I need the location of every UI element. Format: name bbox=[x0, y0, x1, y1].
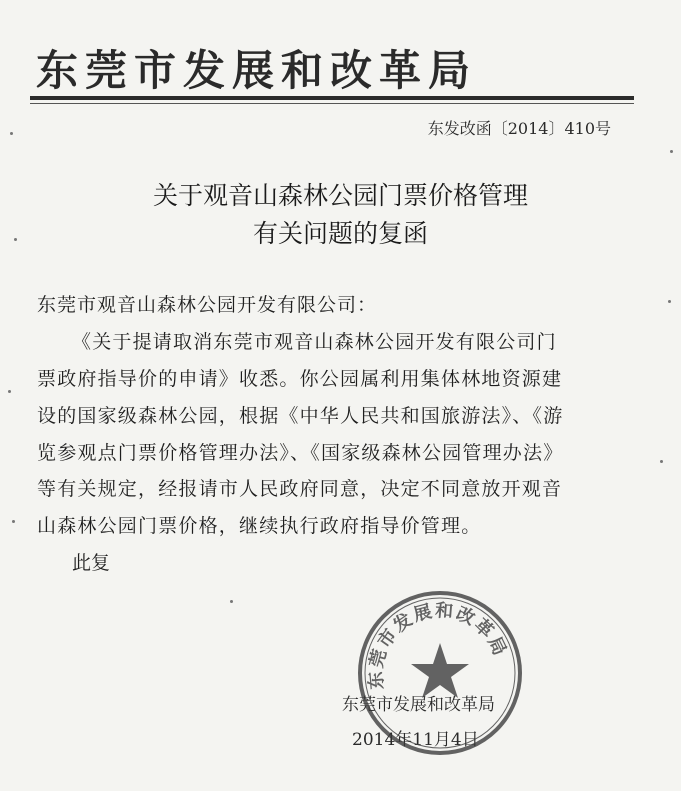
scan-speck bbox=[660, 460, 663, 463]
scan-speck bbox=[668, 300, 671, 303]
document-number: 东发改函〔2014〕410号 bbox=[427, 119, 611, 138]
document-title-line-2: 有关问题的复函 bbox=[252, 219, 428, 248]
scan-speck bbox=[10, 132, 13, 135]
letterhead-rule-thick bbox=[30, 96, 634, 100]
body-line: 票政府指导价的申请》收悉。你公园属利用集体林地资源建 bbox=[37, 368, 563, 390]
signature-org: 东莞市发展和改革局 bbox=[342, 695, 495, 715]
addressee: 东莞市观音山森林公园开发有限公司： bbox=[37, 294, 378, 316]
scan-speck bbox=[230, 600, 233, 603]
document-title-line-1: 关于观音山森林公园门票价格管理 bbox=[152, 181, 528, 210]
body-line: 等有关规定，经报请市人民政府同意，决定不同意放开观音 bbox=[37, 478, 563, 500]
body-line: 设的国家级森林公园，根据《中华人民共和国旅游法》、《游 bbox=[37, 405, 564, 427]
letterhead-title: 东莞市发展和改革局 bbox=[36, 46, 478, 95]
letterhead-rule-thin bbox=[30, 103, 634, 104]
official-seal-stamp bbox=[355, 588, 525, 758]
svg-text:东莞市发展和改革局: 东莞市发展和改革局 bbox=[365, 600, 511, 691]
signature-date: 2014年11月4日 bbox=[352, 730, 479, 750]
closing-remark: 此复 bbox=[72, 552, 111, 574]
scan-speck bbox=[12, 520, 15, 523]
body-line: 览参观点门票价格管理办法》、《国家级森林公园管理办法》 bbox=[37, 442, 564, 464]
body-line: 山森林公园门票价格，继续执行政府指导价管理。 bbox=[37, 515, 482, 537]
star-icon bbox=[411, 643, 469, 698]
scan-speck bbox=[8, 390, 11, 393]
scan-speck bbox=[670, 150, 673, 153]
body-line: 《关于提请取消东莞市观音山森林公园开发有限公司门 bbox=[72, 331, 557, 353]
scan-speck bbox=[14, 238, 17, 241]
